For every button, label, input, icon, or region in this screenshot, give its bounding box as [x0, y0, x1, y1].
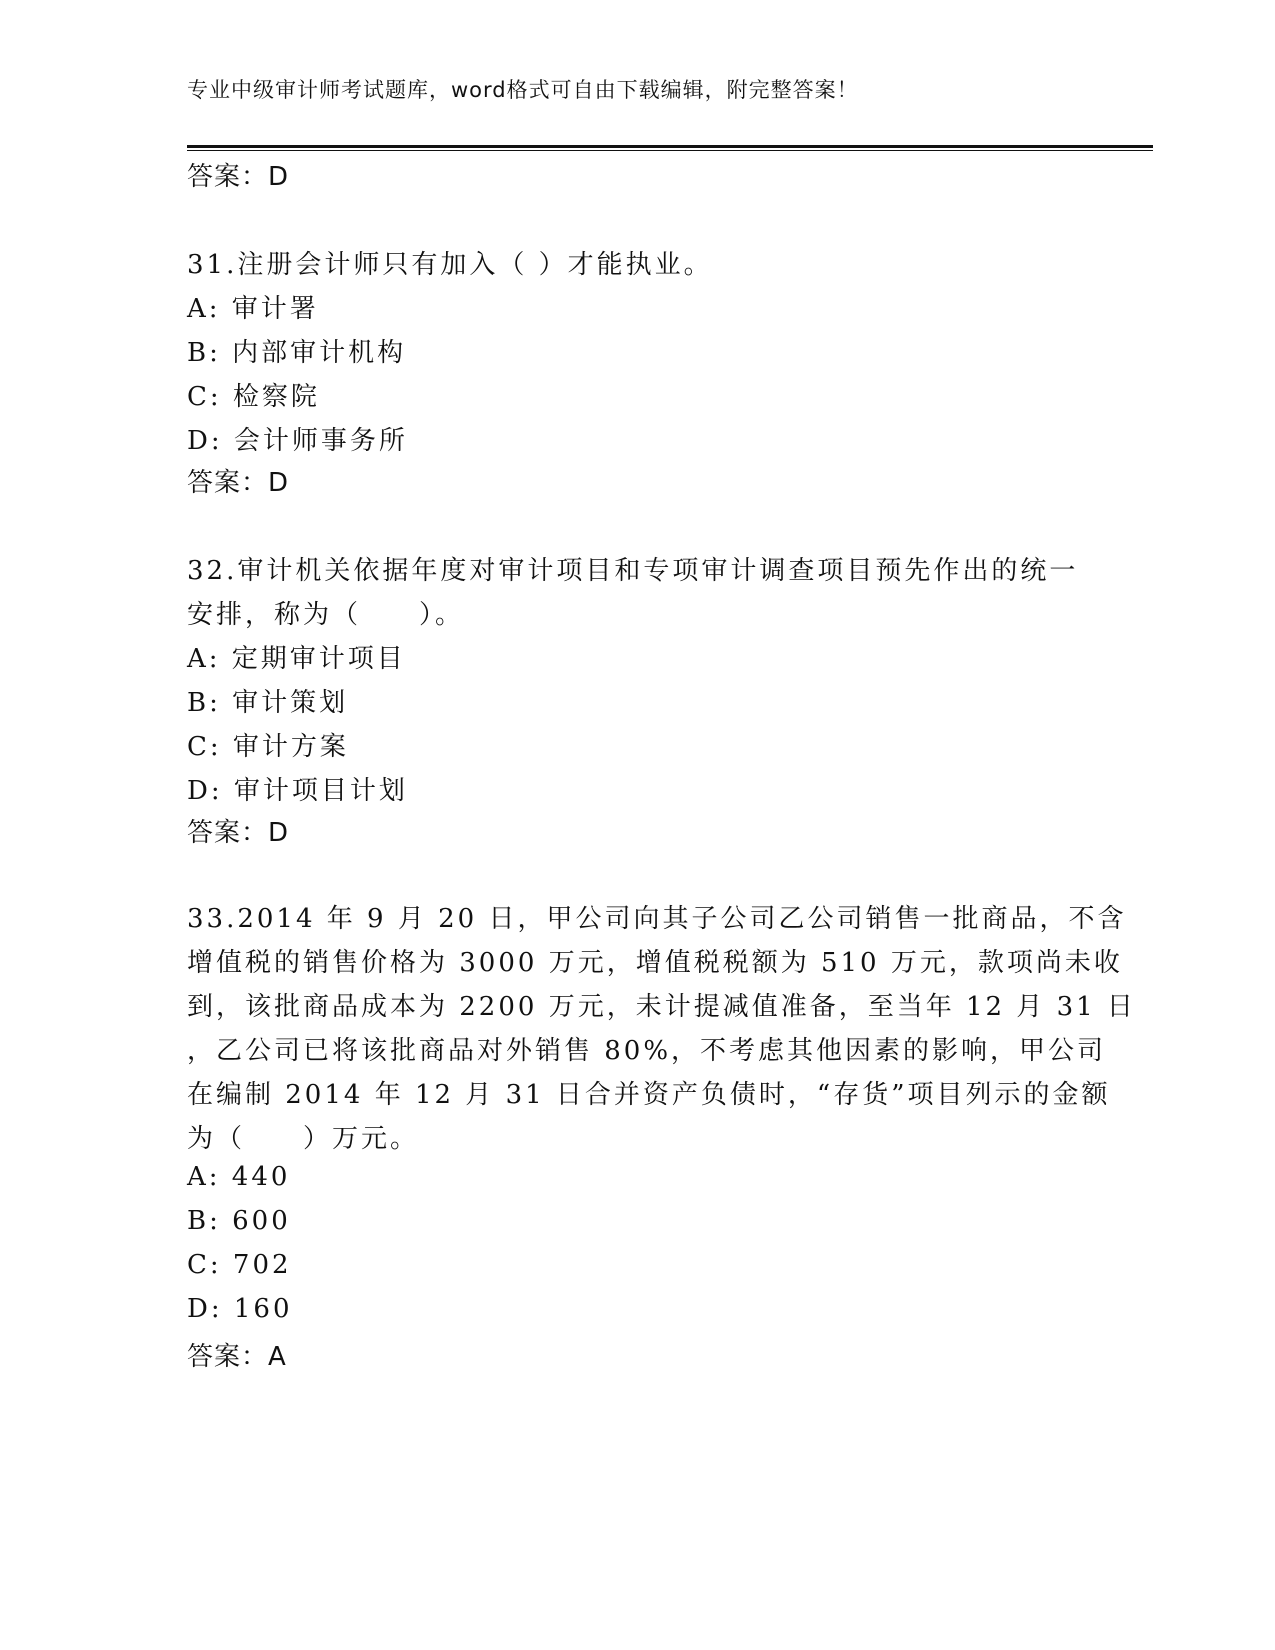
- question-stem-line: 32.审计机关依据年度对审计项目和专项审计调查项目预先作出的统一: [187, 556, 1079, 586]
- option-d: D: 会计师事务所: [187, 426, 408, 456]
- option-b: B: 审计策划: [187, 688, 349, 718]
- question-stem-line: 33.2014 年 9 月 20 日，甲公司向其子公司乙公司销售一批商品，不含: [187, 904, 1127, 934]
- option-c: C: 检察院: [187, 382, 320, 412]
- question-stem: 31.注册会计师只有加入（ ）才能执业。: [187, 250, 713, 280]
- option-b: B: 内部审计机构: [187, 338, 407, 368]
- page-header-text: 专业中级审计师考试题库，word格式可自由下载编辑，附完整答案！: [187, 78, 859, 102]
- question-stem-line: 增值税的销售价格为 3000 万元，增值税税额为 510 万元，款项尚未收: [187, 948, 1123, 978]
- option-c: C: 审计方案: [187, 732, 349, 762]
- option-a: A: 审计署: [187, 294, 319, 324]
- answer-label: 答案：D: [187, 162, 290, 192]
- question-stem-line: 在编制 2014 年 12 月 31 日合并资产负债时，“存货”项目列示的金额: [187, 1080, 1111, 1110]
- answer-label: 答案：D: [187, 468, 290, 498]
- option-a: A: 440: [187, 1162, 291, 1192]
- option-a: A: 定期审计项目: [187, 644, 406, 674]
- option-d: D: 160: [187, 1294, 293, 1324]
- answer-label: 答案：A: [187, 1342, 287, 1372]
- header-divider: [187, 145, 1153, 148]
- question-stem-line: ，乙公司已将该批商品对外销售 80%，不考虑其他因素的影响，甲公司: [187, 1036, 1107, 1066]
- question-stem-line: 为（ ）万元。: [187, 1124, 420, 1154]
- question-stem-line: 安排，称为（ ）。: [187, 600, 465, 630]
- option-c: C: 702: [187, 1250, 292, 1280]
- option-b: B: 600: [187, 1206, 291, 1236]
- option-d: D: 审计项目计划: [187, 776, 408, 806]
- question-stem-line: 到，该批商品成本为 2200 万元，未计提减值准备，至当年 12 月 31 日: [187, 992, 1136, 1022]
- header-divider-thin: [187, 150, 1153, 151]
- answer-label: 答案：D: [187, 818, 290, 848]
